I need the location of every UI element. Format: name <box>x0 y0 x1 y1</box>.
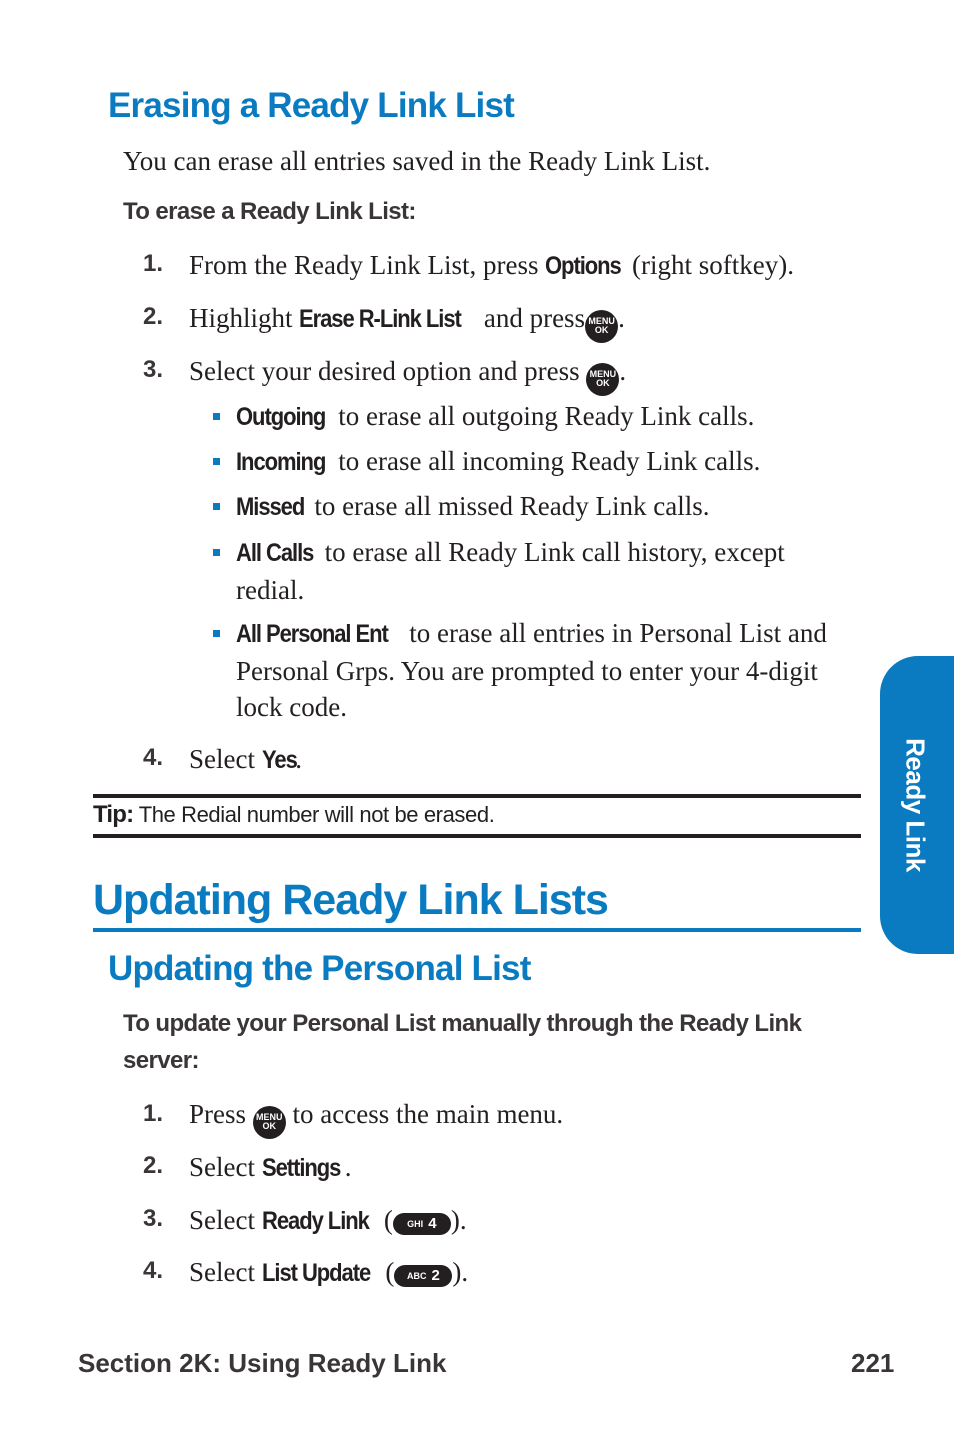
intro-paragraph: You can erase all entries saved in the Ready Link List. <box>123 146 711 176</box>
section-title-erasing: Erasing a Ready Link List <box>108 86 514 125</box>
keyword-list-update: List Update <box>261 1259 370 1287</box>
option-outgoing: Outgoing to erase all outgoing Ready Link calls. <box>236 398 856 436</box>
step-2: Highlight Erase R-Link List and press MENU OK . <box>189 300 625 343</box>
step-text: Highlight <box>189 303 293 333</box>
option-missed: Missed to erase all missed Ready Link calls. <box>236 488 856 526</box>
menu-ok-key-icon: MENU OK <box>586 363 619 396</box>
step-3: Select Ready Link ( GHI 4 ). <box>189 1202 467 1239</box>
step-number: 4. <box>142 744 163 771</box>
step-3: Select your desired option and press MENU OK . <box>189 353 626 396</box>
step-number: 2. <box>142 1152 163 1179</box>
keyword-outgoing: Outgoing <box>236 403 326 431</box>
option-all-personal-ent: All Personal Ent to erase all entries in Personal List and Personal Grps. You are prompted to enter your 4-digit lock code. <box>236 618 827 722</box>
step-1 <box>189 247 794 284</box>
step-2: Select Settings . <box>189 1149 352 1186</box>
key-4-icon: GHI 4 <box>393 1213 451 1235</box>
step-text: From the Ready Link List, press <box>189 250 539 280</box>
keyword-yes: Yes <box>261 746 297 774</box>
step-number: 1. <box>142 1100 163 1127</box>
subsection-title-personal-list: Updating the Personal List <box>108 949 531 988</box>
option-incoming: Incoming to erase all incoming Ready Link calls. <box>236 443 856 481</box>
keyword-options: Options <box>545 252 621 280</box>
key-2-icon: ABC 2 <box>394 1265 452 1287</box>
step-4: Select List Update ( ABC 2 ). <box>189 1254 468 1291</box>
step-text: and press <box>483 303 586 333</box>
keyword-ready-link: Ready Link <box>261 1207 369 1235</box>
step-text: (right softkey). <box>632 250 794 280</box>
step-number: 3. <box>142 356 163 383</box>
keyword-all-calls: All Calls <box>236 539 314 567</box>
tip-bottom-rule <box>93 834 861 838</box>
bullet-icon <box>213 458 220 465</box>
chapter-side-tab-label: Ready Link <box>900 738 931 872</box>
option-all-calls: All Calls to erase all Ready Link call history, except redial. <box>236 537 785 605</box>
tip-note <box>93 801 494 829</box>
footer-section: Section 2K: Using Ready Link <box>78 1348 447 1378</box>
menu-ok-key-icon: MENU OK <box>585 310 618 343</box>
step-text: Select <box>189 744 255 774</box>
bullet-icon <box>213 630 220 637</box>
step-text: Select your desired option and press <box>189 356 580 386</box>
keyword-erase-r-link-list: Erase R-Link List <box>299 305 462 333</box>
step-number: 1. <box>142 250 163 277</box>
keyword-settings: Settings <box>261 1154 341 1182</box>
procedure-lead: To erase a Ready Link List: <box>123 198 416 225</box>
footer-page-number: 221 <box>851 1348 895 1378</box>
tip-top-rule <box>93 794 861 798</box>
procedure-lead: To update your Personal List manually through the Ready Link server: <box>123 1010 802 1074</box>
menu-ok-key-icon: MENU OK <box>253 1106 286 1139</box>
step-number: 4. <box>142 1257 163 1284</box>
step-number: 3. <box>142 1205 163 1232</box>
section-title-updating: Updating Ready Link Lists <box>93 876 608 924</box>
step-4: Select Yes. <box>189 741 302 778</box>
step-1: Press MENU OK to access the main menu. <box>189 1096 563 1139</box>
tip-text: The Redial number will not be erased. <box>138 802 495 827</box>
bullet-icon <box>213 503 220 510</box>
step-number: 2. <box>142 303 163 330</box>
tip-label: Tip: <box>93 801 134 828</box>
section-title-rule <box>93 928 861 932</box>
keyword-missed: Missed <box>236 493 305 521</box>
keyword-all-personal-ent: All Personal Ent <box>236 620 388 648</box>
keyword-incoming: Incoming <box>236 448 326 476</box>
bullet-icon <box>213 549 220 556</box>
bullet-icon <box>213 413 220 420</box>
